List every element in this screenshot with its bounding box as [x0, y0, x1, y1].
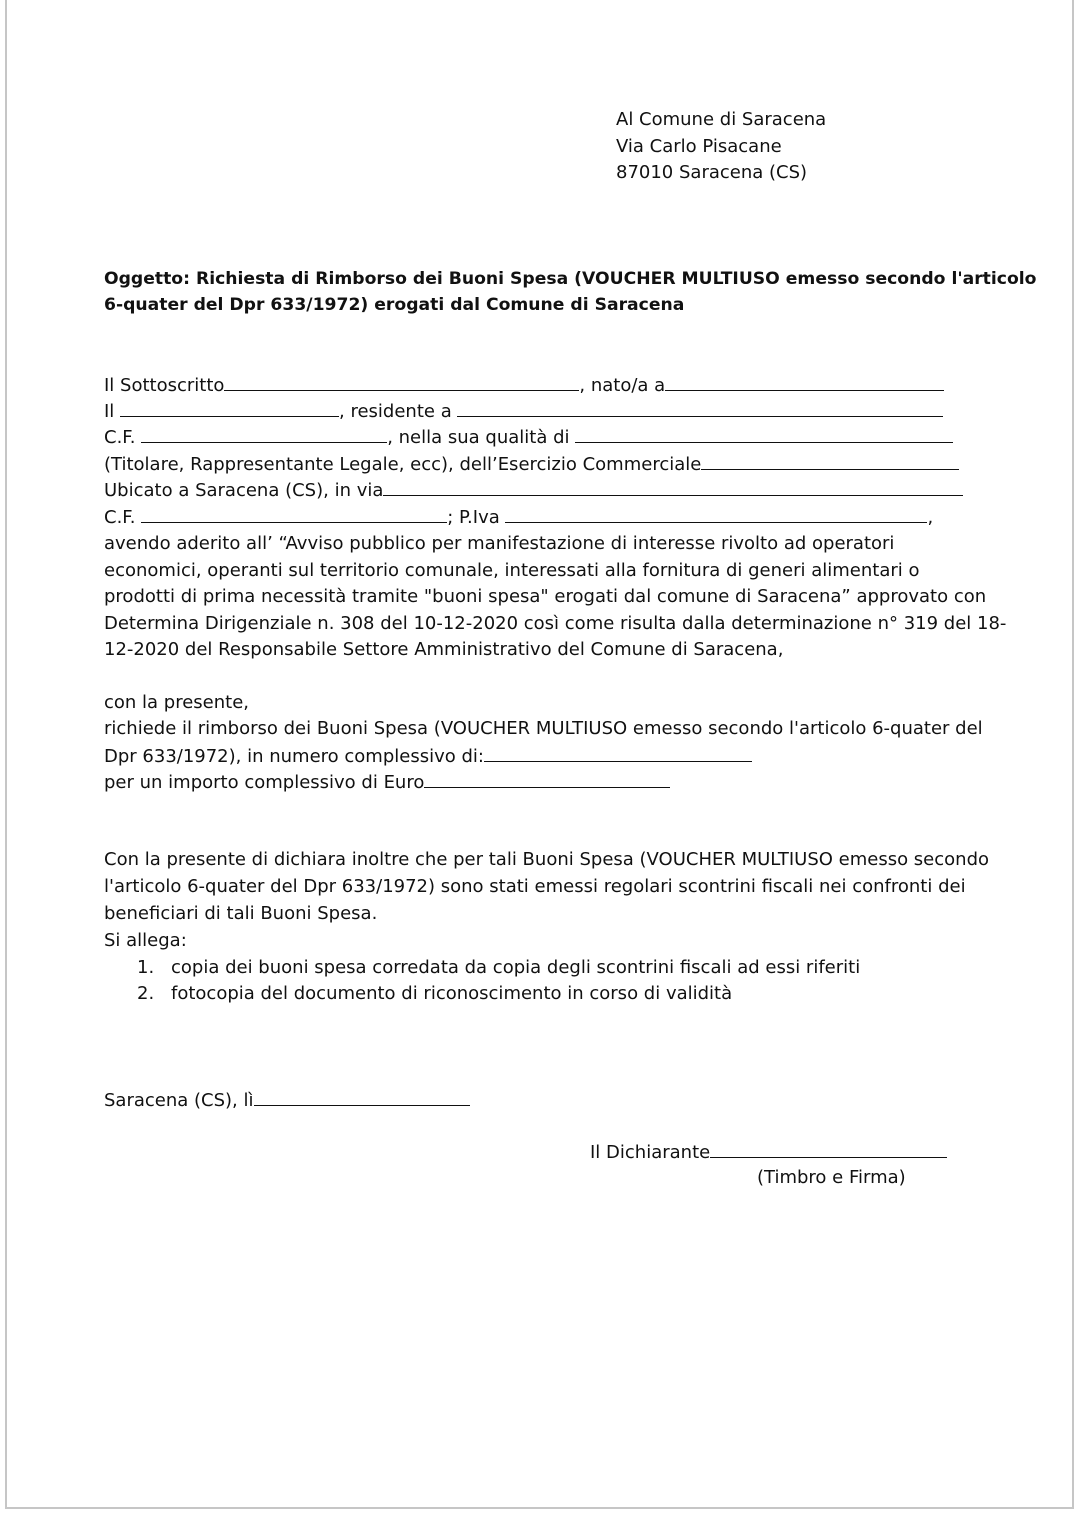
body-p1-line-2: economici, operanti sul territorio comunale, interessati alla fornitura di generi alimentari o	[104, 560, 920, 581]
body-p3-line-2: l'articolo 6-quater del Dpr 633/1972) sono stati emessi regolari scontrini fiscali nei confronti dei	[104, 876, 966, 897]
subject-line-1: Oggetto: Richiesta di Rimborso dei Buoni Spesa (VOUCHER MULTIUSO emesso secondo l'articolo	[104, 269, 1037, 289]
sottoscritto-label: Il Sottoscritto	[104, 375, 225, 396]
list-item	[137, 981, 732, 1007]
birthdate-field[interactable]	[120, 398, 339, 417]
role-field[interactable]	[575, 424, 953, 443]
list-item-number: 2.	[137, 983, 155, 1004]
nato-label: , nato/a a	[579, 375, 666, 396]
body-p1-line-5: 12-2020 del Responsabile Settore Amministrativo del Comune di Saracena,	[104, 639, 784, 660]
residente-label: , residente a	[339, 401, 458, 422]
body-p2-line-3	[104, 743, 752, 769]
attachments-heading: Si allega:	[104, 930, 187, 951]
il-label: Il	[104, 401, 121, 422]
addressee-line-3: 87010 Saracena (CS)	[616, 162, 808, 183]
piva-label: ; P.Iva	[447, 507, 506, 528]
list-item-text: fotocopia del documento di riconoscimento in corso di validità	[171, 983, 733, 1004]
body-p3-line-3: beneficiari di tali Buoni Spesa.	[104, 903, 378, 924]
date-field[interactable]	[254, 1087, 470, 1106]
cf2-label: C.F.	[104, 507, 142, 528]
place-date-row	[104, 1087, 470, 1113]
voucher-count-field[interactable]	[484, 743, 752, 762]
cf-label: C.F.	[104, 427, 142, 448]
body-p3-line-1: Con la presente di dichiara inoltre che per tali Buoni Spesa (VOUCHER MULTIUSO emesso secondo	[104, 849, 990, 870]
ubicato-label: Ubicato a Saracena (CS), in via	[104, 480, 384, 501]
form-row-cf-piva	[104, 504, 933, 530]
addressee-line-2: Via Carlo Pisacane	[616, 136, 782, 157]
body-p2-line-2: richiede il rimborso dei Buoni Spesa (VOUCHER MULTIUSO emesso secondo l'articolo 6-quater del	[104, 718, 983, 739]
birthplace-field[interactable]	[665, 372, 944, 391]
form-row-il	[104, 398, 943, 424]
residence-field[interactable]	[457, 398, 943, 417]
place-label: Saracena (CS), lì	[104, 1090, 254, 1111]
subject-line-2: 6-quater del Dpr 633/1972) erogati dal Comune di Saracena	[104, 295, 685, 315]
form-row-cf	[104, 424, 953, 450]
list-item	[137, 955, 860, 981]
form-row-sottoscritto	[104, 372, 944, 398]
declarant-row	[590, 1139, 947, 1165]
street-field[interactable]	[383, 477, 963, 496]
business-tax-code-field[interactable]	[141, 504, 447, 523]
signature-field[interactable]	[710, 1139, 947, 1158]
body-p2-line-4	[104, 769, 670, 795]
tax-code-field[interactable]	[141, 424, 387, 443]
form-row-titolare	[104, 451, 959, 477]
addressee-line-1: Al Comune di Saracena	[616, 109, 827, 130]
name-field[interactable]	[224, 372, 579, 391]
amount-label: per un importo complessivo di Euro	[104, 772, 425, 793]
body-p1-line-1: avendo aderito all’ “Avviso pubblico per manifestazione di interesse rivolto ad operatori	[104, 533, 895, 554]
declarant-label: Il Dichiarante	[590, 1142, 711, 1163]
qualita-label: , nella sua qualità di	[387, 427, 576, 448]
list-item-text: copia dei buoni spesa corredata da copia degli scontrini fiscali ad essi riferiti	[171, 957, 861, 978]
list-item-number: 1.	[137, 957, 155, 978]
stamp-label: (Timbro e Firma)	[757, 1167, 906, 1188]
business-name-field[interactable]	[701, 451, 959, 470]
body-p2-line-1: con la presente,	[104, 692, 250, 713]
vat-field[interactable]	[505, 504, 927, 523]
piva-end: ,	[927, 507, 934, 528]
body-p1-line-4: Determina Dirigenziale n. 308 del 10-12-2020 così come risulta dalla determinazione n° 319 del 18-	[104, 613, 1007, 634]
amount-field[interactable]	[424, 769, 670, 788]
form-row-ubicato	[104, 477, 963, 503]
titolare-label: (Titolare, Rappresentante Legale, ecc), dell’Esercizio Commerciale	[104, 454, 702, 475]
count-label: Dpr 633/1972), in numero complessivo di:	[104, 746, 484, 767]
body-p1-line-3: prodotti di prima necessità tramite "buoni spesa" erogati dal comune di Saracena” approvato con	[104, 586, 987, 607]
